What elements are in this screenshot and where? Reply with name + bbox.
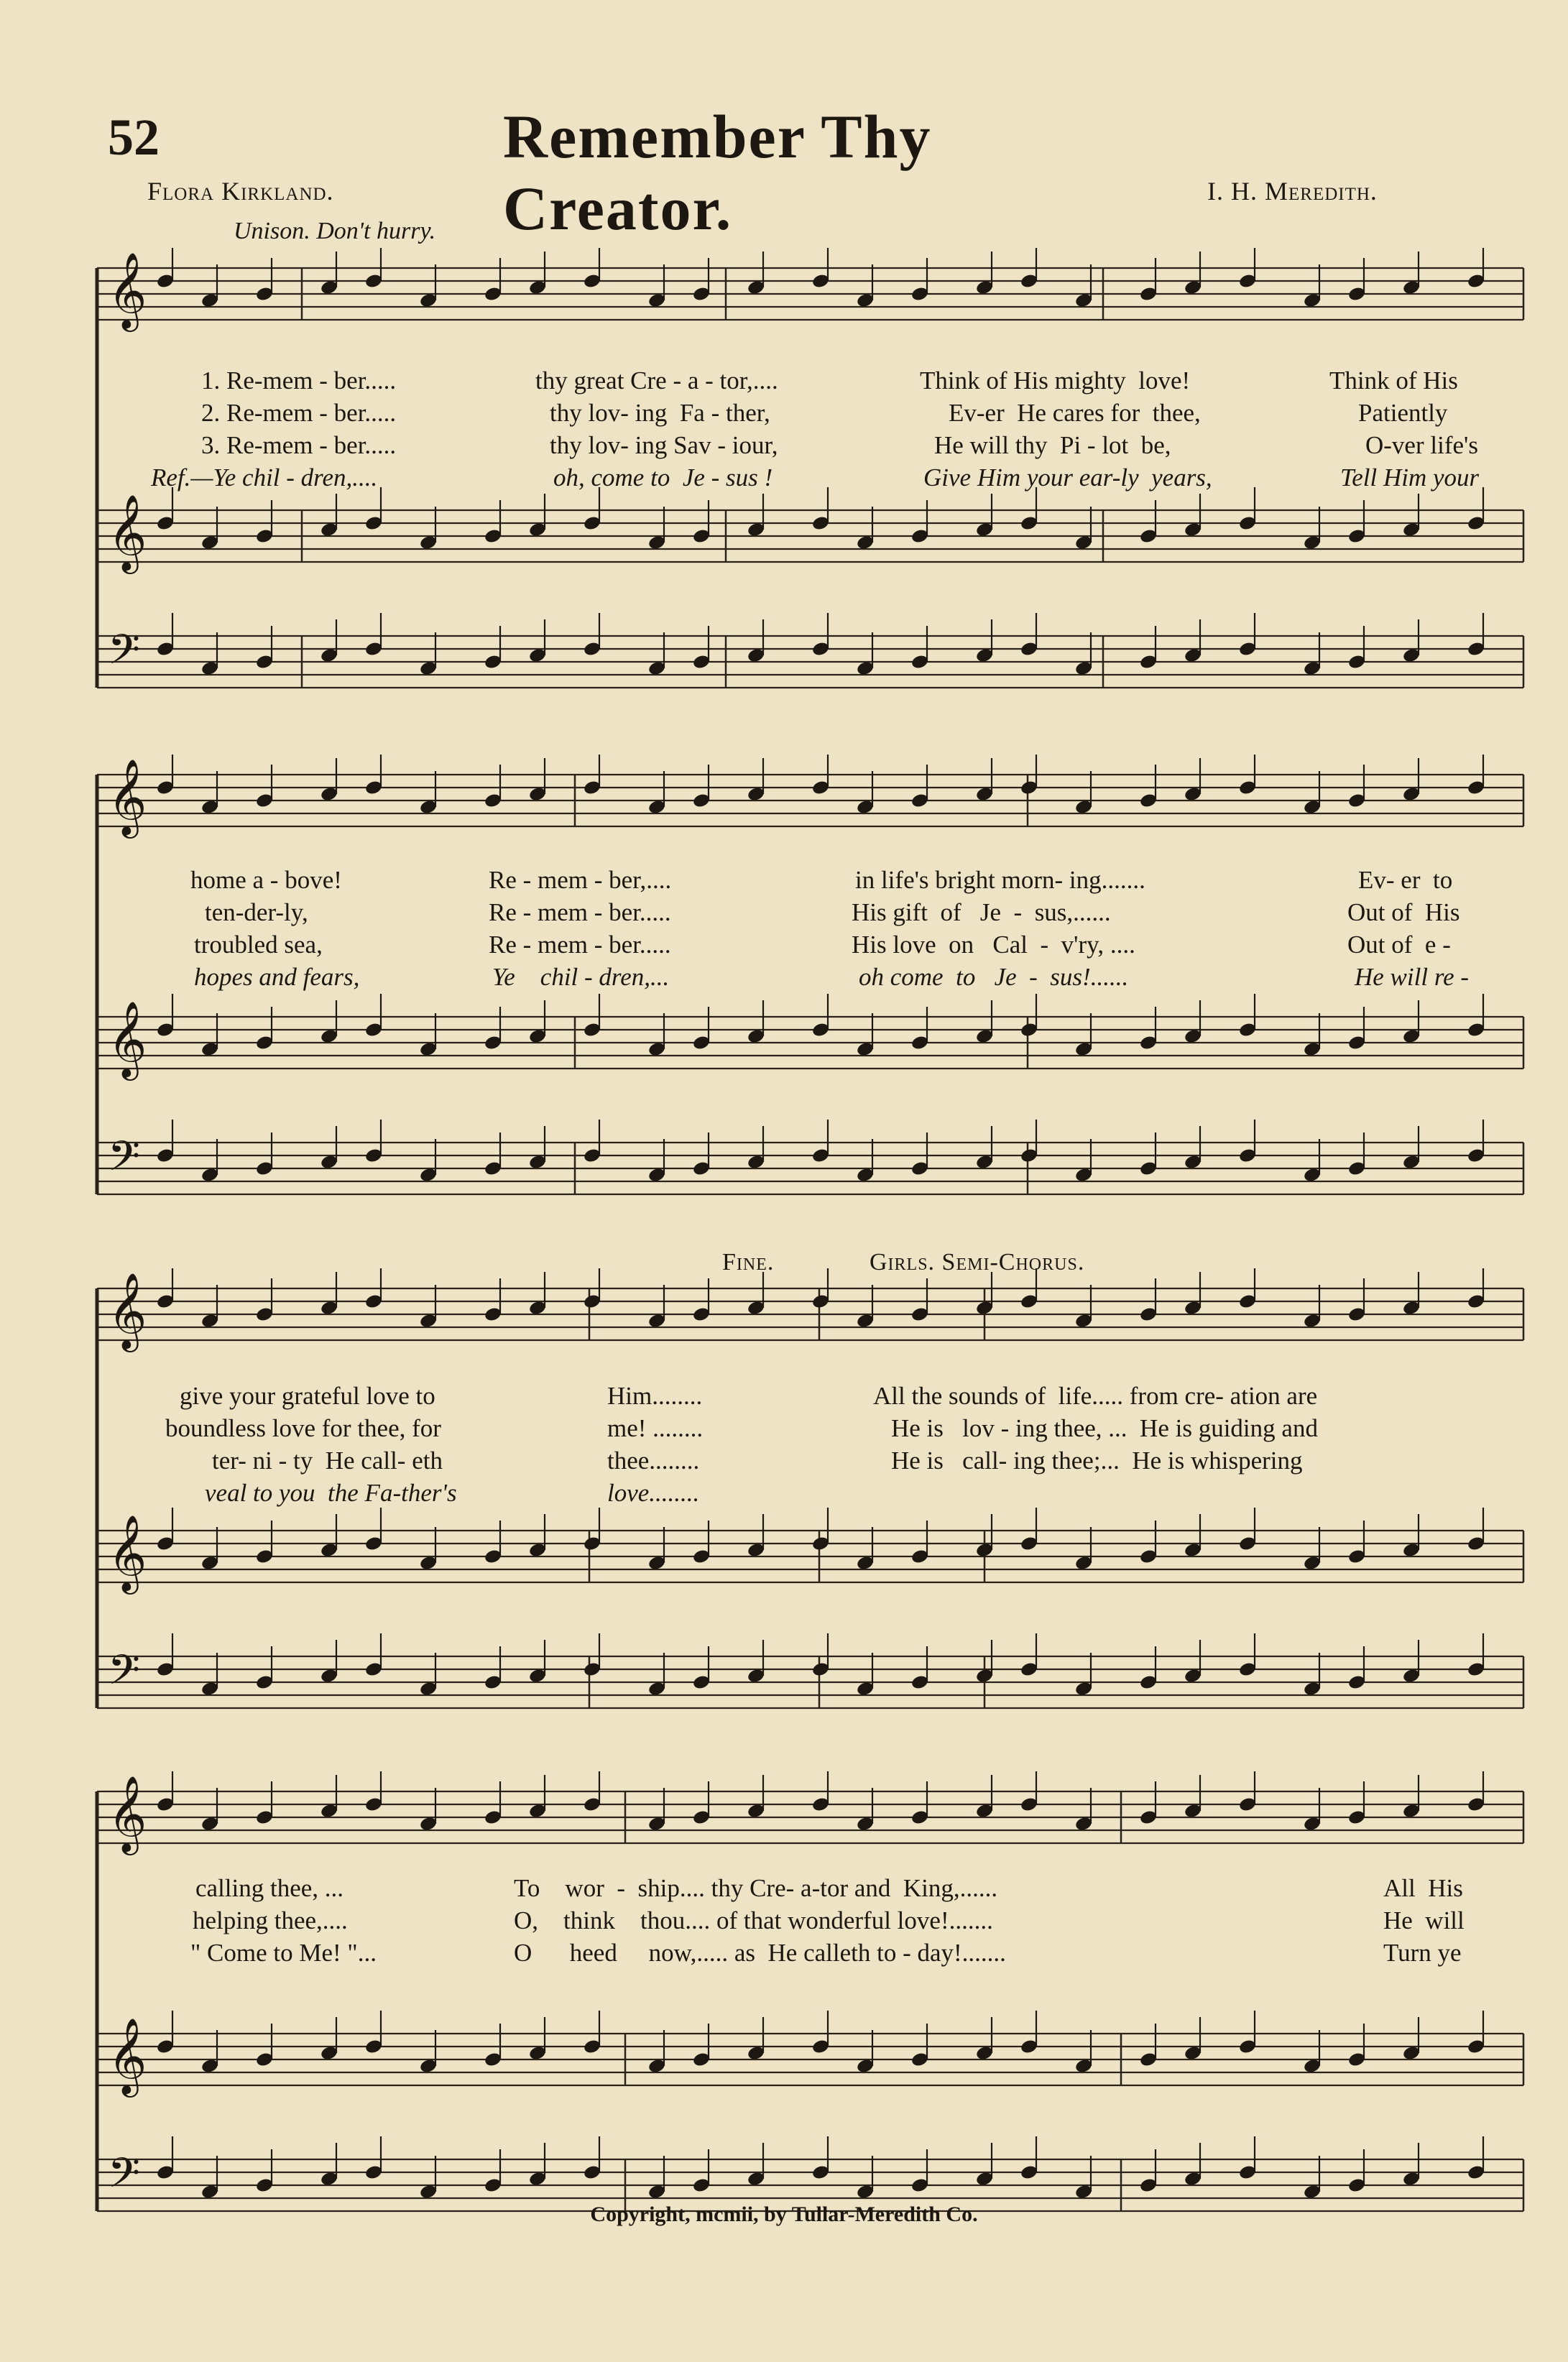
lyric-chorus-5: To wor - ship.... thy Cre- a-tor and King,......: [514, 1874, 998, 1902]
lyric-verse-3-phrase-7: His love on Cal - v'ry, ....: [852, 931, 1135, 959]
lyric-refrain-phrase-7: oh come to Je - sus!......: [859, 963, 1129, 991]
lyric-verse-3-phrase-6: Re - mem - ber.....: [489, 931, 671, 959]
lyric-verse-1-phrase-3: Think of His mighty love!: [920, 366, 1191, 395]
lyric-verse-2-phrase-5: ten-der-ly,: [205, 898, 308, 926]
semi-chorus-marker: Girls. Semi-Chorus.: [870, 1249, 1085, 1275]
lyric-refrain-phrase-10: love........: [607, 1479, 700, 1507]
lyric-verse-2-phrase-7: His gift of Je - sus,......: [852, 898, 1111, 926]
treble-clef-icon: 𝄞: [108, 758, 147, 835]
lyric-chorus-3: He is call- ing thee;... He is whispering: [891, 1447, 1303, 1475]
lyric-refrain-phrase-2: oh, come to Je - sus !: [553, 463, 773, 492]
hymn-title: Remember Thy Creator.: [503, 102, 932, 243]
treble-clef-icon: 𝄞: [108, 2017, 147, 2094]
lyric-verse-2-phrase-10: me! ........: [607, 1414, 704, 1442]
lyric-refrain-phrase-6: Ye chil - dren,...: [492, 963, 670, 991]
staff-treble-lines: [97, 510, 1523, 562]
staff-bass-lines: [97, 636, 1523, 688]
bass-clef-icon: 𝄢: [108, 1132, 141, 1191]
lyric-verse-1-phrase-1: 1. Re-mem - ber.....: [201, 366, 397, 395]
lyric-refrain-phrase-1: Ref.—Ye chil - dren,....: [151, 463, 378, 492]
treble-clef-icon: 𝄞: [108, 1514, 147, 1591]
lyric-chorus-6: All His: [1383, 1874, 1463, 1902]
lyric-verse-3-phrase-10: thee........: [607, 1447, 700, 1475]
staff-treble-lines: [97, 1531, 1523, 1582]
lyric-chorus-12: Turn ye: [1383, 1939, 1462, 1967]
lyric-verse-1-phrase-5: home a - bove!: [190, 866, 342, 894]
staff-bass-lines: [97, 1656, 1523, 1708]
lyric-refrain-phrase-3: Give Him your ear-ly years,: [923, 463, 1212, 492]
lyric-verse-1-phrase-10: Him........: [607, 1382, 703, 1410]
lyric-chorus-10: " Come to Me! "...: [190, 1939, 377, 1967]
treble-clef-icon: 𝄞: [108, 1272, 147, 1349]
lyric-refrain-phrase-5: hopes and fears,: [194, 963, 360, 991]
lyric-verse-2-phrase-3: Ev-er He cares for thee,: [949, 399, 1201, 427]
treble-clef-icon: 𝄞: [108, 1000, 147, 1077]
staff-treble-lines: [97, 2034, 1523, 2085]
lyric-verse-1-phrase-6: Re - mem - ber,....: [489, 866, 672, 894]
lyric-verse-2-phrase-1: 2. Re-mem - ber.....: [201, 399, 397, 427]
lyric-chorus-2: He is lov - ing thee, ... He is guiding and: [891, 1414, 1318, 1442]
page-number: 52: [108, 109, 160, 166]
lyric-verse-3-phrase-8: Out of e -: [1347, 931, 1451, 959]
staff-melody-lines: [97, 268, 1523, 320]
lyric-verse-1-phrase-7: in life's bright morn- ing.......: [855, 866, 1145, 894]
lyric-chorus-7: helping thee,....: [193, 1906, 348, 1934]
lyric-verse-2-phrase-6: Re - mem - ber.....: [489, 898, 671, 926]
lyric-verse-2-phrase-9: boundless love for thee, for: [165, 1414, 441, 1442]
bass-clef-icon: 𝄢: [108, 625, 141, 684]
lyric-verse-3-phrase-2: thy lov- ing Sav - iour,: [550, 431, 778, 459]
lyric-verse-3-phrase-1: 3. Re-mem - ber.....: [201, 431, 397, 459]
treble-clef-icon: 𝄞: [108, 1775, 147, 1852]
copyright-notice: Copyright, mcmii, by Tullar-Meredith Co.: [590, 2202, 978, 2226]
composer-credit: I. H. Meredith.: [1207, 177, 1378, 206]
lyric-verse-2-phrase-8: Out of His: [1347, 898, 1460, 926]
lyric-chorus-1: All the sounds of life..... from cre- ation are: [873, 1382, 1318, 1410]
lyric-refrain-phrase-9: veal to you the Fa-ther's: [205, 1479, 457, 1507]
staff-melody-lines: [97, 1791, 1523, 1843]
lyric-chorus-11: O heed now,..... as He calleth to - day!.......: [514, 1939, 1006, 1967]
lyric-chorus-9: He will: [1383, 1906, 1465, 1934]
lyric-verse-2-phrase-4: Patiently: [1358, 399, 1448, 427]
lyric-verse-1-phrase-4: Think of His: [1329, 366, 1458, 395]
lyric-verse-2-phrase-2: thy lov- ing Fa - ther,: [550, 399, 770, 427]
lyric-verse-1-phrase-9: give your grateful love to: [180, 1382, 435, 1410]
lyric-chorus-8: O, think thou.... of that wonderful love!.......: [514, 1906, 993, 1934]
staff-melody-lines: [97, 775, 1523, 826]
lyric-verse-3-phrase-9: ter- ni - ty He call- eth: [212, 1447, 443, 1475]
bass-clef-icon: 𝄢: [108, 1646, 141, 1704]
staff-treble-lines: [97, 1017, 1523, 1069]
staff-bass-lines: [97, 1143, 1523, 1194]
tempo-marking: Unison. Don't hurry.: [234, 218, 436, 244]
lyric-verse-3-phrase-5: troubled sea,: [194, 931, 323, 959]
staff-melody-lines: [97, 1288, 1523, 1340]
treble-clef-icon: 𝄞: [108, 494, 147, 571]
lyric-verse-3-phrase-4: O-ver life's: [1365, 431, 1478, 459]
lyric-verse-3-phrase-3: He will thy Pi - lot be,: [934, 431, 1171, 459]
fine-marker: Fine.: [722, 1249, 775, 1275]
music-system-4: [0, 1771, 1568, 2231]
lyric-verse-1-phrase-2: thy great Cre - a - tor,....: [535, 366, 778, 395]
treble-clef-icon: 𝄞: [108, 252, 147, 328]
lyric-verse-1-phrase-8: Ev- er to: [1358, 866, 1453, 894]
lyric-refrain-phrase-8: He will re -: [1355, 963, 1470, 991]
lyricist-credit: Flora Kirkland.: [147, 177, 334, 206]
lyric-refrain-phrase-4: Tell Him your: [1340, 463, 1480, 492]
bass-clef-icon: 𝄢: [108, 2149, 141, 2208]
lyric-chorus-4: calling thee, ...: [195, 1874, 344, 1902]
